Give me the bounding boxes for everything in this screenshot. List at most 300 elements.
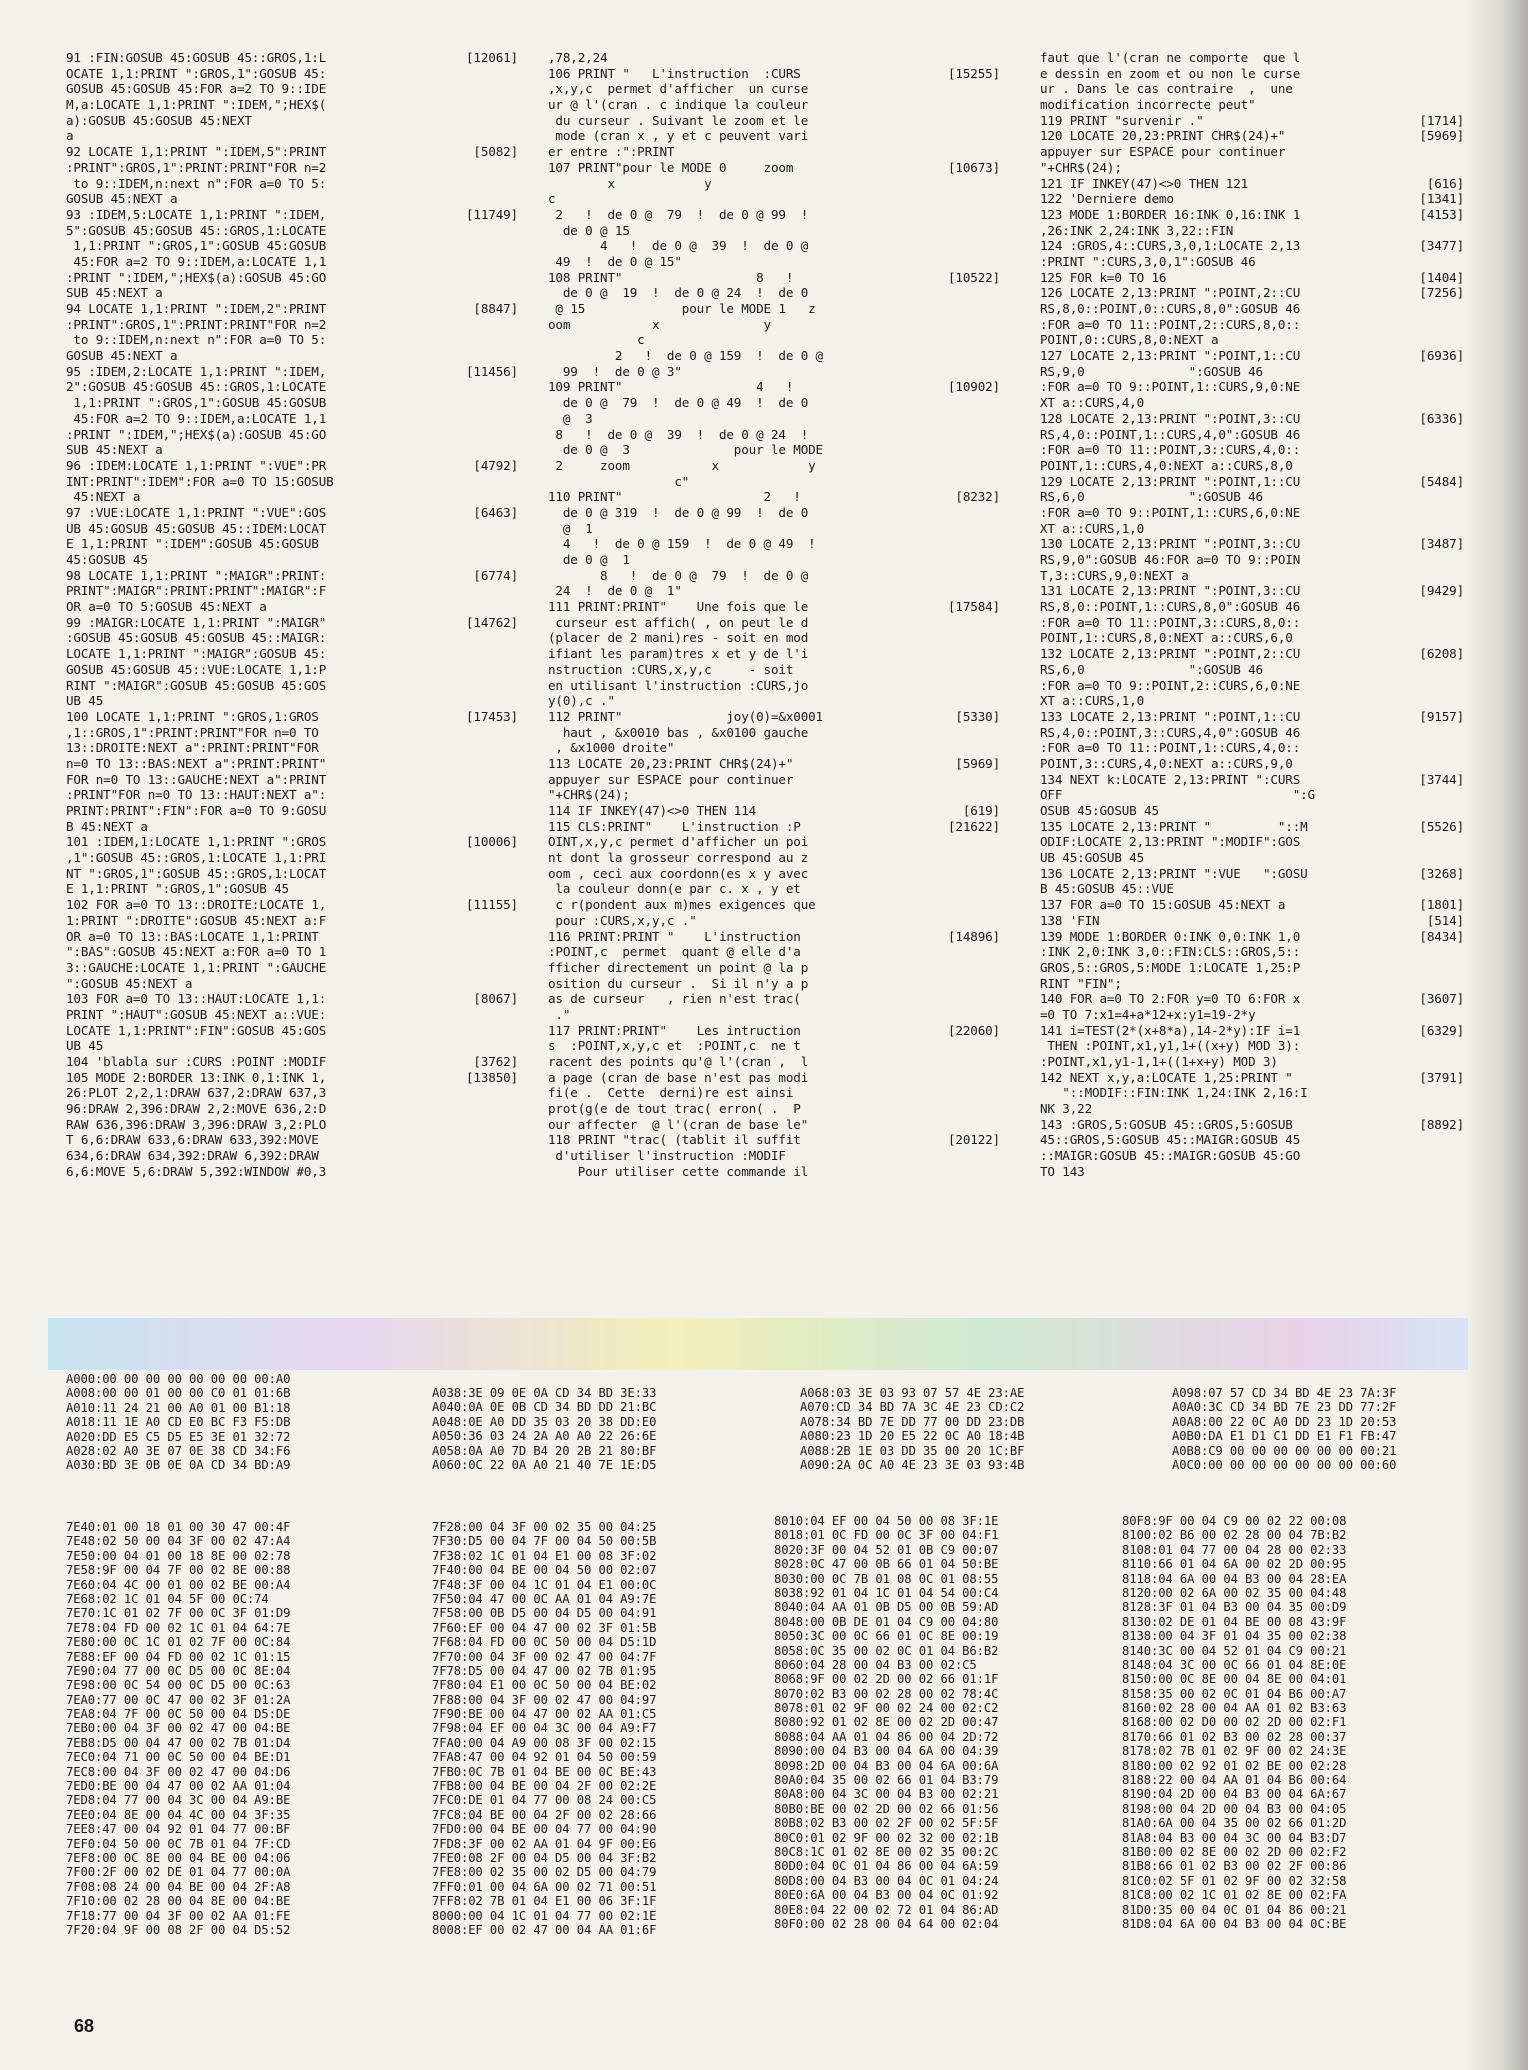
hex-dump-line: 8110:66 01 04 6A 00 02 2D 00:95 [1122,1557,1347,1572]
listing-line [548,254,1000,270]
listing-code: 117 PRINT:PRINT" Les intruction [548,1022,801,1038]
listing-line [548,756,1000,772]
listing-line [66,1085,518,1101]
listing-code: ,26:INK 2,24:INK 3,22::FIN [1040,222,1234,238]
listing-line [66,725,518,741]
hex-dump-line: 80B8:02 B3 00 02 2F 00 02 5F:5F [774,1816,999,1831]
line-checksum: [3791] [1419,1069,1464,1085]
listing-line [548,583,1000,599]
listing-line [66,960,518,976]
listing-code: , &x1000 droite" [548,740,675,756]
listing-line [548,223,1000,239]
listing-code: RS,4,0::POINT,3::CURS,4,0":GOSUB 46 [1040,724,1301,740]
listing-code: 107 PRINT"pour le MODE 0 zoom [548,159,794,175]
listing-code: RINT ":MAIGR":GOSUB 45:GOSUB 45:GOS [66,677,327,693]
listing-code: faut que l'(cran ne comporte que l [1040,50,1301,65]
listing-line [1040,411,1464,427]
listing-code: T 6,6:DRAW 633,6:DRAW 633,392:MOVE [66,1132,319,1148]
listing-line [66,976,518,992]
line-checksum: [6336] [1419,410,1464,426]
hex-dump-line: 8048:00 0B DE 01 04 C9 00 04:80 [774,1614,999,1629]
listing-line [1040,97,1464,113]
listing-code: E 1,1:PRINT ":IDEM":GOSUB 45:GOSUB [66,536,319,552]
listing-code: XT a::CURS,1,0 [1040,520,1145,536]
listing-code: :FOR a=0 TO 11::POINT,1::CURS,4,0:: [1040,740,1301,756]
listing-line [66,160,518,176]
listing-code: 96 :IDEM:LOCATE 1,1:PRINT ":VUE":PR [66,457,327,473]
listing-code: :PRINT ":IDEM,";HEX$(a):GOSUB 45:GO [66,269,327,285]
listing-line [66,991,518,1007]
hex-dump-line: A078:34 BD 7E DD 77 00 DD 23:DB [800,1414,1025,1429]
line-checksum: [5969] [1419,128,1464,144]
listing-code: 1,1:PRINT ":GROS,1":GOSUB 45:GOSUB [66,238,327,254]
listing-code: @ 3 [548,410,593,426]
listing-code: 128 LOCATE 2,13:PRINT ":POINT,3::CU [1040,410,1301,426]
hex-dump-line: A098:07 57 CD 34 BD 4E 23 7A:3F [1172,1386,1397,1400]
listing-code: 137 FOR a=0 TO 15:GOSUB 45:NEXT a [1040,897,1286,913]
listing-code: 129 LOCATE 2,13:PRINT ":POINT,1::CU [1040,473,1301,489]
listing-line [548,489,1000,505]
listing-code: RS,9,0":GOSUB 46:FOR a=0 TO 9::POIN [1040,552,1301,567]
listing-code: de 0 @ 1 [548,552,630,567]
listing-code: 108 PRINT" 8 ! [548,269,794,285]
listing-code: OFF ":G [1040,787,1315,803]
hex-dump-line: A058:0A A0 7D B4 20 2B 21 80:BF [432,1443,657,1458]
listing-line [548,599,1000,615]
listing-line [548,568,1000,584]
listing-code: 125 FOR k=0 TO 16 [1040,269,1167,285]
hex-dump-line: 7F60:EF 00 04 47 00 02 3F 01:5B [432,1620,657,1635]
listing-code: TO 143 [1040,1163,1085,1179]
listing-line [66,819,518,835]
listing-code: 131 LOCATE 2,13:PRINT ":POINT,3::CU [1040,583,1301,599]
hex-dump-line: 8170:66 01 02 B3 00 02 28 00:37 [1122,1729,1347,1744]
listing-line [548,285,1000,301]
listing-code: =0 TO 7:x1=4+a*12+x:y1=19-2*y [1040,1006,1256,1022]
listing-line [66,709,518,725]
hex-dump-line: 8148:04 3C 00 0C 66 01 04 8E:0E [1122,1657,1347,1672]
hex-dump-line: 8150:00 0C 8E 00 04 8E 00 04:01 [1122,1672,1347,1687]
listing-line [1040,583,1464,599]
listing-line [1040,1023,1464,1039]
listing-code: 2 ! de 0 @ 159 ! de 0 @ [548,348,823,364]
line-checksum: [5082] [473,144,518,160]
listing-code: RS,6,0 ":GOSUB 46 [1040,489,1263,505]
listing-line [548,160,1000,176]
listing-line [548,1054,1000,1070]
listing-line [548,128,1000,144]
listing-code: fi(e . Cette derni)re est ainsi [548,1085,794,1101]
listing-code: ::MAIGR:GOSUB 45::MAIGR:GOSUB 45:GO [1040,1148,1301,1164]
listing-line [1040,599,1464,615]
listing-line [1040,1070,1464,1086]
listing-line [66,630,518,646]
listing-line [66,740,518,756]
hex-dump-line: 80C8:1C 01 02 8E 00 02 35 00:2C [774,1844,999,1859]
listing-line [66,1148,518,1164]
listing-code: c [548,332,645,348]
listing-line [1040,1132,1464,1148]
hex-dump-line: 7EA0:77 00 0C 47 00 02 3F 01:2A [66,1692,291,1707]
listing-code: GOSUB 45:GOSUB 45::VUE:LOCATE 1,1:P [66,661,327,677]
listing-code: 133 LOCATE 2,13:PRINT ":POINT,1::CU [1040,708,1301,724]
hex-dump-line: 7F40:00 04 BE 00 04 50 00 02:07 [432,1563,657,1578]
hex-dump-7e40-column-2 [432,1520,727,1937]
listing-column-2 [548,50,1000,1180]
line-checksum: [5484] [1419,473,1464,489]
listing-code: 45:FOR a=2 TO 9::IDEM,a:LOCATE 1,1 [66,253,327,269]
listing-line [1040,301,1464,317]
listing-code: curseur est affich( , on peut le d [548,614,809,630]
hex-dump-line: 7F28:00 04 3F 00 02 35 00 04:25 [432,1520,657,1534]
listing-code: RS,9,0 ":GOSUB 46 [1040,363,1263,379]
hex-dump-line: 7EF8:00 0C 8E 00 04 BE 00 04:06 [66,1850,291,1865]
listing-line [66,897,518,913]
hex-dump-line: 7F38:02 1C 01 04 E1 00 08 3F:02 [432,1548,657,1563]
listing-code: racent des points qu'@ l'(cran , l [548,1054,809,1069]
hex-dump-line: 7EA8:04 7F 00 0C 50 00 04 D5:DE [66,1707,291,1722]
listing-code: OINT,x,y,c permet d'afficher un poi [548,834,809,850]
line-checksum: [10673] [947,159,1000,175]
listing-code: 4 ! de 0 @ 159 ! de 0 @ 49 ! [548,536,816,552]
listing-line [1040,1164,1464,1180]
listing-code: 95 :IDEM,2:LOCATE 1,1:PRINT ":IDEM, [66,363,327,379]
hex-dump-7e40-column-1 [66,1520,361,1937]
listing-line [66,207,518,223]
hex-dump-line: 7F10:00 02 28 00 04 8E 00 04:BE [66,1894,291,1909]
listing-code: UB 45:GOSUB 45:GOSUB 45::IDEM:LOCAT [66,520,327,536]
listing-line [66,881,518,897]
listing-line [1040,913,1464,929]
listing-code: "+CHR$(24); [548,787,630,803]
hex-dump-line: 7F30:D5 00 04 7F 00 04 50 00:5B [432,1534,657,1549]
listing-code: 124 :GROS,4::CURS,3,0,1:LOCATE 2,13 [1040,238,1301,254]
line-checksum: [10902] [947,379,1000,395]
hex-dump-line: 7F80:04 E1 00 0C 50 00 04 BE:02 [432,1678,657,1693]
line-checksum: [8892] [1419,1116,1464,1132]
listing-code: XT a::CURS,4,0 [1040,395,1145,411]
listing-line [1040,803,1464,819]
hex-dump-line: 7E60:04 4C 00 01 00 02 BE 00:A4 [66,1577,291,1592]
listing-line [66,834,518,850]
listing-code: de 0 @ 319 ! de 0 @ 99 ! de 0 [548,504,809,520]
hex-dump-line: 7F58:00 0B D5 00 04 D5 00 04:91 [432,1606,657,1621]
hex-dump-line: 7F18:77 00 04 3F 00 02 AA 01:FE [66,1908,291,1923]
listing-code: T,3::CURS,9,0:NEXT a [1040,567,1189,583]
listing-code: de 0 @ 19 ! de 0 @ 24 ! de 0 [548,285,809,301]
hex-dump-line: A038:3E 09 0E 0A CD 34 BD 3E:33 [432,1386,657,1400]
listing-line [1040,976,1464,992]
line-checksum: [17453] [465,708,518,724]
listing-line [548,678,1000,694]
line-checksum: [11456] [465,363,518,379]
hex-dump-line: 7E68:02 1C 01 04 5F 00 0C:74 [66,1591,269,1606]
listing-code: a page (cran de base n'est pas modi [548,1069,809,1085]
hex-dump-line: A080:23 1D 20 E5 22 0C A0 18:4B [800,1429,1025,1444]
listing-line [1040,144,1464,160]
listing-line [1040,850,1464,866]
listing-line [1040,819,1464,835]
hex-dump-line: A0A0:3C CD 34 BD 7E 23 DD 77:2F [1172,1400,1397,1415]
listing-code: 100 LOCATE 1,1:PRINT ":GROS,1:GROS [66,708,319,724]
listing-line [66,348,518,364]
listing-code: UB 45 [66,693,104,709]
listing-code: :PRINT"FOR n=0 TO 13::HAUT:NEXT a": [66,787,327,803]
listing-line [548,364,1000,380]
listing-code: ur . Dans le cas contraire , une [1040,81,1293,97]
listing-line [548,1148,1000,1164]
listing-line [548,976,1000,992]
listing-code: 138 'FIN [1040,912,1100,928]
listing-code: 92 LOCATE 1,1:PRINT ":IDEM,5":PRINT [66,144,327,160]
listing-code: @ 1 [548,520,593,536]
hex-dump-line: 8118:04 6A 00 04 B3 00 04 28:EA [1122,1571,1347,1586]
listing-code: oom x y [548,316,771,332]
hex-dump-line: A020:DD E5 C5 D5 E5 3E 01 32:72 [66,1429,291,1444]
hex-dump-line: A060:0C 22 0A A0 21 40 7E 1E:D5 [432,1457,657,1472]
hex-dump-line: 8028:0C 47 00 0B 66 01 04 50:BE [774,1557,999,1572]
listing-code: LOCATE 1,1:PRINT":FIN":GOSUB 45:GOS [66,1022,327,1038]
listing-code: 1,1:PRINT ":GROS,1":GOSUB 45:GOSUB [66,395,327,411]
listing-code: de 0 @ 15 [548,222,630,238]
listing-code: @ 15 pour le MODE 1 z [548,301,816,316]
listing-line [66,285,518,301]
listing-code: 45:NEXT a [66,489,141,505]
listing-code: 112 PRINT" joy(0)=&x0001 [548,708,823,724]
hex-dump-line: 8060:04 28 00 04 B3 00 02:C5 [774,1657,977,1672]
listing-code: 139 MODE 1:BORDER 0:INK 0,0:INK 1,0 [1040,928,1301,944]
hex-dump-line: 81C8:00 02 1C 01 02 8E 00 02:FA [1122,1888,1347,1903]
listing-code: oom , ceci aux coordonn(es x y avec [548,865,809,881]
listing-line [66,866,518,882]
listing-code: haut , &x0010 bas , &x0100 gauche [548,724,809,740]
listing-line [548,646,1000,662]
listing-code: our affecter @ l'(cran de base le" [548,1116,809,1132]
listing-line [548,207,1000,223]
hex-dump-line: 7E70:1C 01 02 7F 00 0C 3F 01:D9 [66,1606,291,1621]
hex-dump-a000-column-2 [432,1386,727,1472]
line-checksum: [21622] [947,818,1000,834]
hex-dump-line: 7FC8:04 BE 00 04 2F 00 02 28:66 [432,1807,657,1822]
listing-line [66,552,518,568]
hex-dump-line: 8038:92 01 04 1C 01 04 54 00:C4 [774,1585,999,1600]
listing-code: 4 ! de 0 @ 39 ! de 0 @ [548,238,809,254]
listing-line [66,1164,518,1180]
listing-line [1040,332,1464,348]
listing-code: RS,8,0::POINT,0::CURS,8,0":GOSUB 46 [1040,301,1301,316]
listing-line [548,66,1000,82]
listing-code: 94 LOCATE 1,1:PRINT ":IDEM,2":PRINT [66,301,327,316]
hex-dump-line: 8078:01 02 9F 00 02 24 00 02:C2 [774,1701,999,1716]
listing-line [1040,160,1464,176]
hex-dump-line: 81A8:04 B3 00 04 3C 00 04 B3:D7 [1122,1830,1347,1845]
listing-code: appuyer sur ESPACE pour continuer [1040,144,1286,160]
listing-line [66,913,518,929]
line-checksum: [20122] [947,1132,1000,1148]
line-checksum: [514] [1426,912,1464,928]
hex-dump-line: A050:36 03 24 2A A0 A0 22 26:6E [432,1429,657,1444]
listing-line [1040,929,1464,945]
listing-code: :FOR a=0 TO 9::POINT,1::CURS,9,0:NE [1040,379,1301,395]
listing-code: 5":GOSUB 45:GOSUB 45::GROS,1:LOCATE [66,222,327,238]
listing-line [1040,960,1464,976]
listing-code: 6,6:MOVE 5,6:DRAW 5,392:WINDOW #0,3 [66,1163,327,1179]
listing-code: 99 ! de 0 @ 3" [548,363,682,379]
listing-line [1040,1054,1464,1070]
hex-dump-line: 8100:02 B6 00 02 28 00 04 7B:B2 [1122,1528,1347,1543]
hex-dump-line: 7F98:04 EF 00 04 3C 00 04 A9:F7 [432,1721,657,1736]
listing-code: ":BAS":GOSUB 45:NEXT a:FOR a=0 TO 1 [66,944,327,960]
hex-dump-line: 7EC0:04 71 00 0C 50 00 04 BE:D1 [66,1750,291,1765]
listing-line [1040,223,1464,239]
listing-line [1040,395,1464,411]
listing-line [66,929,518,945]
hex-dump-line: 7F08:08 24 00 04 BE 00 04 2F:A8 [66,1879,291,1894]
listing-line [1040,662,1464,678]
listing-line [66,81,518,97]
listing-code: 123 MODE 1:BORDER 16:INK 0,16:INK 1 [1040,206,1301,222]
line-checksum: [11155] [465,897,518,913]
listing-line [1040,379,1464,395]
listing-code: RINT "FIN"; [1040,975,1122,991]
hex-dump-7e40-column-4 [1122,1514,1422,1931]
listing-line [548,1007,1000,1023]
listing-code: M,a:LOCATE 1,1:PRINT ":IDEM,";HEX$( [66,97,327,113]
hex-dump-line: 8090:00 04 B3 00 04 6A 00 04:39 [774,1744,999,1759]
listing-code: XT a::CURS,1,0 [1040,693,1145,709]
listing-line [66,678,518,694]
hex-dump-line: 80D0:04 0C 01 04 86 00 04 6A:59 [774,1859,999,1874]
hex-dump-line: A000:00 00 00 00 00 00 00 00:A0 [66,1372,291,1386]
listing-code: 1:PRINT ":DROITE":GOSUB 45:NEXT a:F [66,912,327,928]
listing-code: RS,8,0::POINT,1::CURS,8,0":GOSUB 46 [1040,599,1301,615]
listing-line [548,1164,1000,1180]
listing-line [548,772,1000,788]
listing-code: y(0),c ." [548,693,615,709]
listing-code: 13::DROITE:NEXT a":PRINT:PRINT"FOR [66,740,319,756]
listing-code: c" [548,473,690,489]
hex-dump-line: 7F48:3F 00 04 1C 01 04 E1 00:0C [432,1577,657,1592]
listing-line [548,176,1000,192]
listing-code: 135 LOCATE 2,13:PRINT " "::M [1040,818,1308,834]
listing-code: 134 NEXT k:LOCATE 2,13:PRINT ":CURS [1040,771,1301,787]
listing-line [66,474,518,490]
hex-dump-line: A0C0:00 00 00 00 00 00 00 00:60 [1172,1457,1397,1472]
hex-dump-line: 80F8:9F 00 04 C9 00 02 22 00:08 [1122,1514,1347,1528]
listing-code: 101 :IDEM,1:LOCATE 1,1:PRINT ":GROS [66,834,327,850]
hex-dump-line: 7ED0:BE 00 04 47 00 02 AA 01:04 [66,1779,291,1794]
line-checksum: [4153] [1419,206,1464,222]
listing-line [1040,270,1464,286]
listing-line [1040,207,1464,223]
listing-line [66,317,518,333]
listing-line [548,1117,1000,1133]
listing-line [1040,678,1464,694]
listing-code: ODIF:LOCATE 2,13:PRINT ":MODIF":GOS [1040,834,1301,850]
listing-line [1040,991,1464,1007]
listing-line [66,787,518,803]
hex-dump-line: 7FE0:08 2F 00 04 D5 00 04 3F:B2 [432,1850,657,1865]
listing-code: SUB 45:NEXT a [66,285,163,301]
listing-line [1040,1038,1464,1054]
listing-line [1040,630,1464,646]
listing-line [548,960,1000,976]
listing-code: POINT,1::CURS,4,0:NEXT a::CURS,8,0 [1040,457,1293,473]
listing-line [548,505,1000,521]
listing-line [548,348,1000,364]
line-checksum: [13850] [465,1069,518,1085]
hex-dump-line: 7F20:04 9F 00 08 2F 00 04 D5:52 [66,1922,291,1937]
listing-code: :PRINT":GROS,1":PRINT:PRINT"FOR n=2 [66,316,327,332]
listing-code: 98 LOCATE 1,1:PRINT ":MAIGR":PRINT: [66,567,327,583]
line-checksum: [10006] [465,834,518,850]
listing-code: ur @ l'(cran . c indique la couleur [548,97,809,113]
line-checksum: [619] [962,803,1000,818]
line-checksum: [8232] [955,489,1000,505]
listing-code: RS,6,0 ":GOSUB 46 [1040,661,1263,677]
listing-line [548,1038,1000,1054]
hex-dump-line: A010:11 24 21 00 A0 01 00 B1:18 [66,1400,291,1415]
hex-dump-line: 8180:00 02 92 01 02 BE 00 02:28 [1122,1758,1347,1773]
hex-dump-line: A0A8:00 22 0C A0 DD 23 1D 20:53 [1172,1414,1397,1429]
listing-code: ." [548,1006,571,1022]
listing-code: B 45:NEXT a [66,818,148,834]
listing-line [66,599,518,615]
listing-line [548,866,1000,882]
listing-line [66,1007,518,1023]
hex-dump-line: 8058:0C 35 00 02 0C 01 04 B6:B2 [774,1643,999,1658]
hex-dump-line: 81D0:35 00 04 0C 01 04 86 00:21 [1122,1902,1347,1917]
line-checksum: [616] [1426,175,1464,191]
listing-code: B 45:GOSUB 45::VUE [1040,881,1174,897]
hex-dump-line: 8188:22 00 04 AA 01 04 B6 00:64 [1122,1773,1347,1788]
listing-line [1040,1007,1464,1023]
hex-dump-line: 7EB0:00 04 3F 00 02 47 00 04:BE [66,1721,291,1736]
listing-line [548,458,1000,474]
listing-code: Pour utiliser cette commande il [548,1163,809,1179]
listing-line [1040,176,1464,192]
listing-code: la couleur donn(e par c. x , y et [548,881,801,897]
listing-line [548,97,1000,113]
listing-code: mode (cran x , y et c peuvent vari [548,128,809,144]
listing-code: :INK 2,0:INK 3,0::FIN:CLS::GROS,5:: [1040,944,1301,960]
hex-dump-line: 7FB0:0C 7B 01 04 BE 00 0C BE:43 [432,1764,657,1779]
listing-line [548,1070,1000,1086]
listing-code: 103 FOR a=0 TO 13::HAUT:LOCATE 1,1: [66,991,327,1007]
listing-line [548,709,1000,725]
listing-code: 49 ! de 0 @ 15" [548,253,682,269]
listing-line [548,725,1000,741]
listing-line [66,254,518,270]
listing-line [66,442,518,458]
listing-code: OSUB 45:GOSUB 45 [1040,803,1159,818]
listing-code: ,1::GROS,1":PRINT:PRINT"FOR n=0 TO [66,724,319,740]
listing-line [66,662,518,678]
hex-dump-line: 7EE0:04 8E 00 04 4C 00 04 3F:35 [66,1807,291,1822]
listing-line [66,803,518,819]
hex-dump-line: 7EC8:00 04 3F 00 02 47 00 04:D6 [66,1764,291,1779]
hex-dump-line: 7E78:04 FD 00 02 1C 01 04 64:7E [66,1620,291,1635]
listing-line [1040,317,1464,333]
listing-code: 111 PRINT:PRINT" Une fois que le [548,599,809,615]
listing-line [1040,505,1464,521]
line-checksum: [9429] [1419,583,1464,599]
listing-line [66,50,518,66]
listing-line [66,693,518,709]
hex-dump-line: 8160:02 28 00 04 AA 01 02 B3:63 [1122,1701,1347,1716]
listing-line [1040,427,1464,443]
listing-line [548,332,1000,348]
